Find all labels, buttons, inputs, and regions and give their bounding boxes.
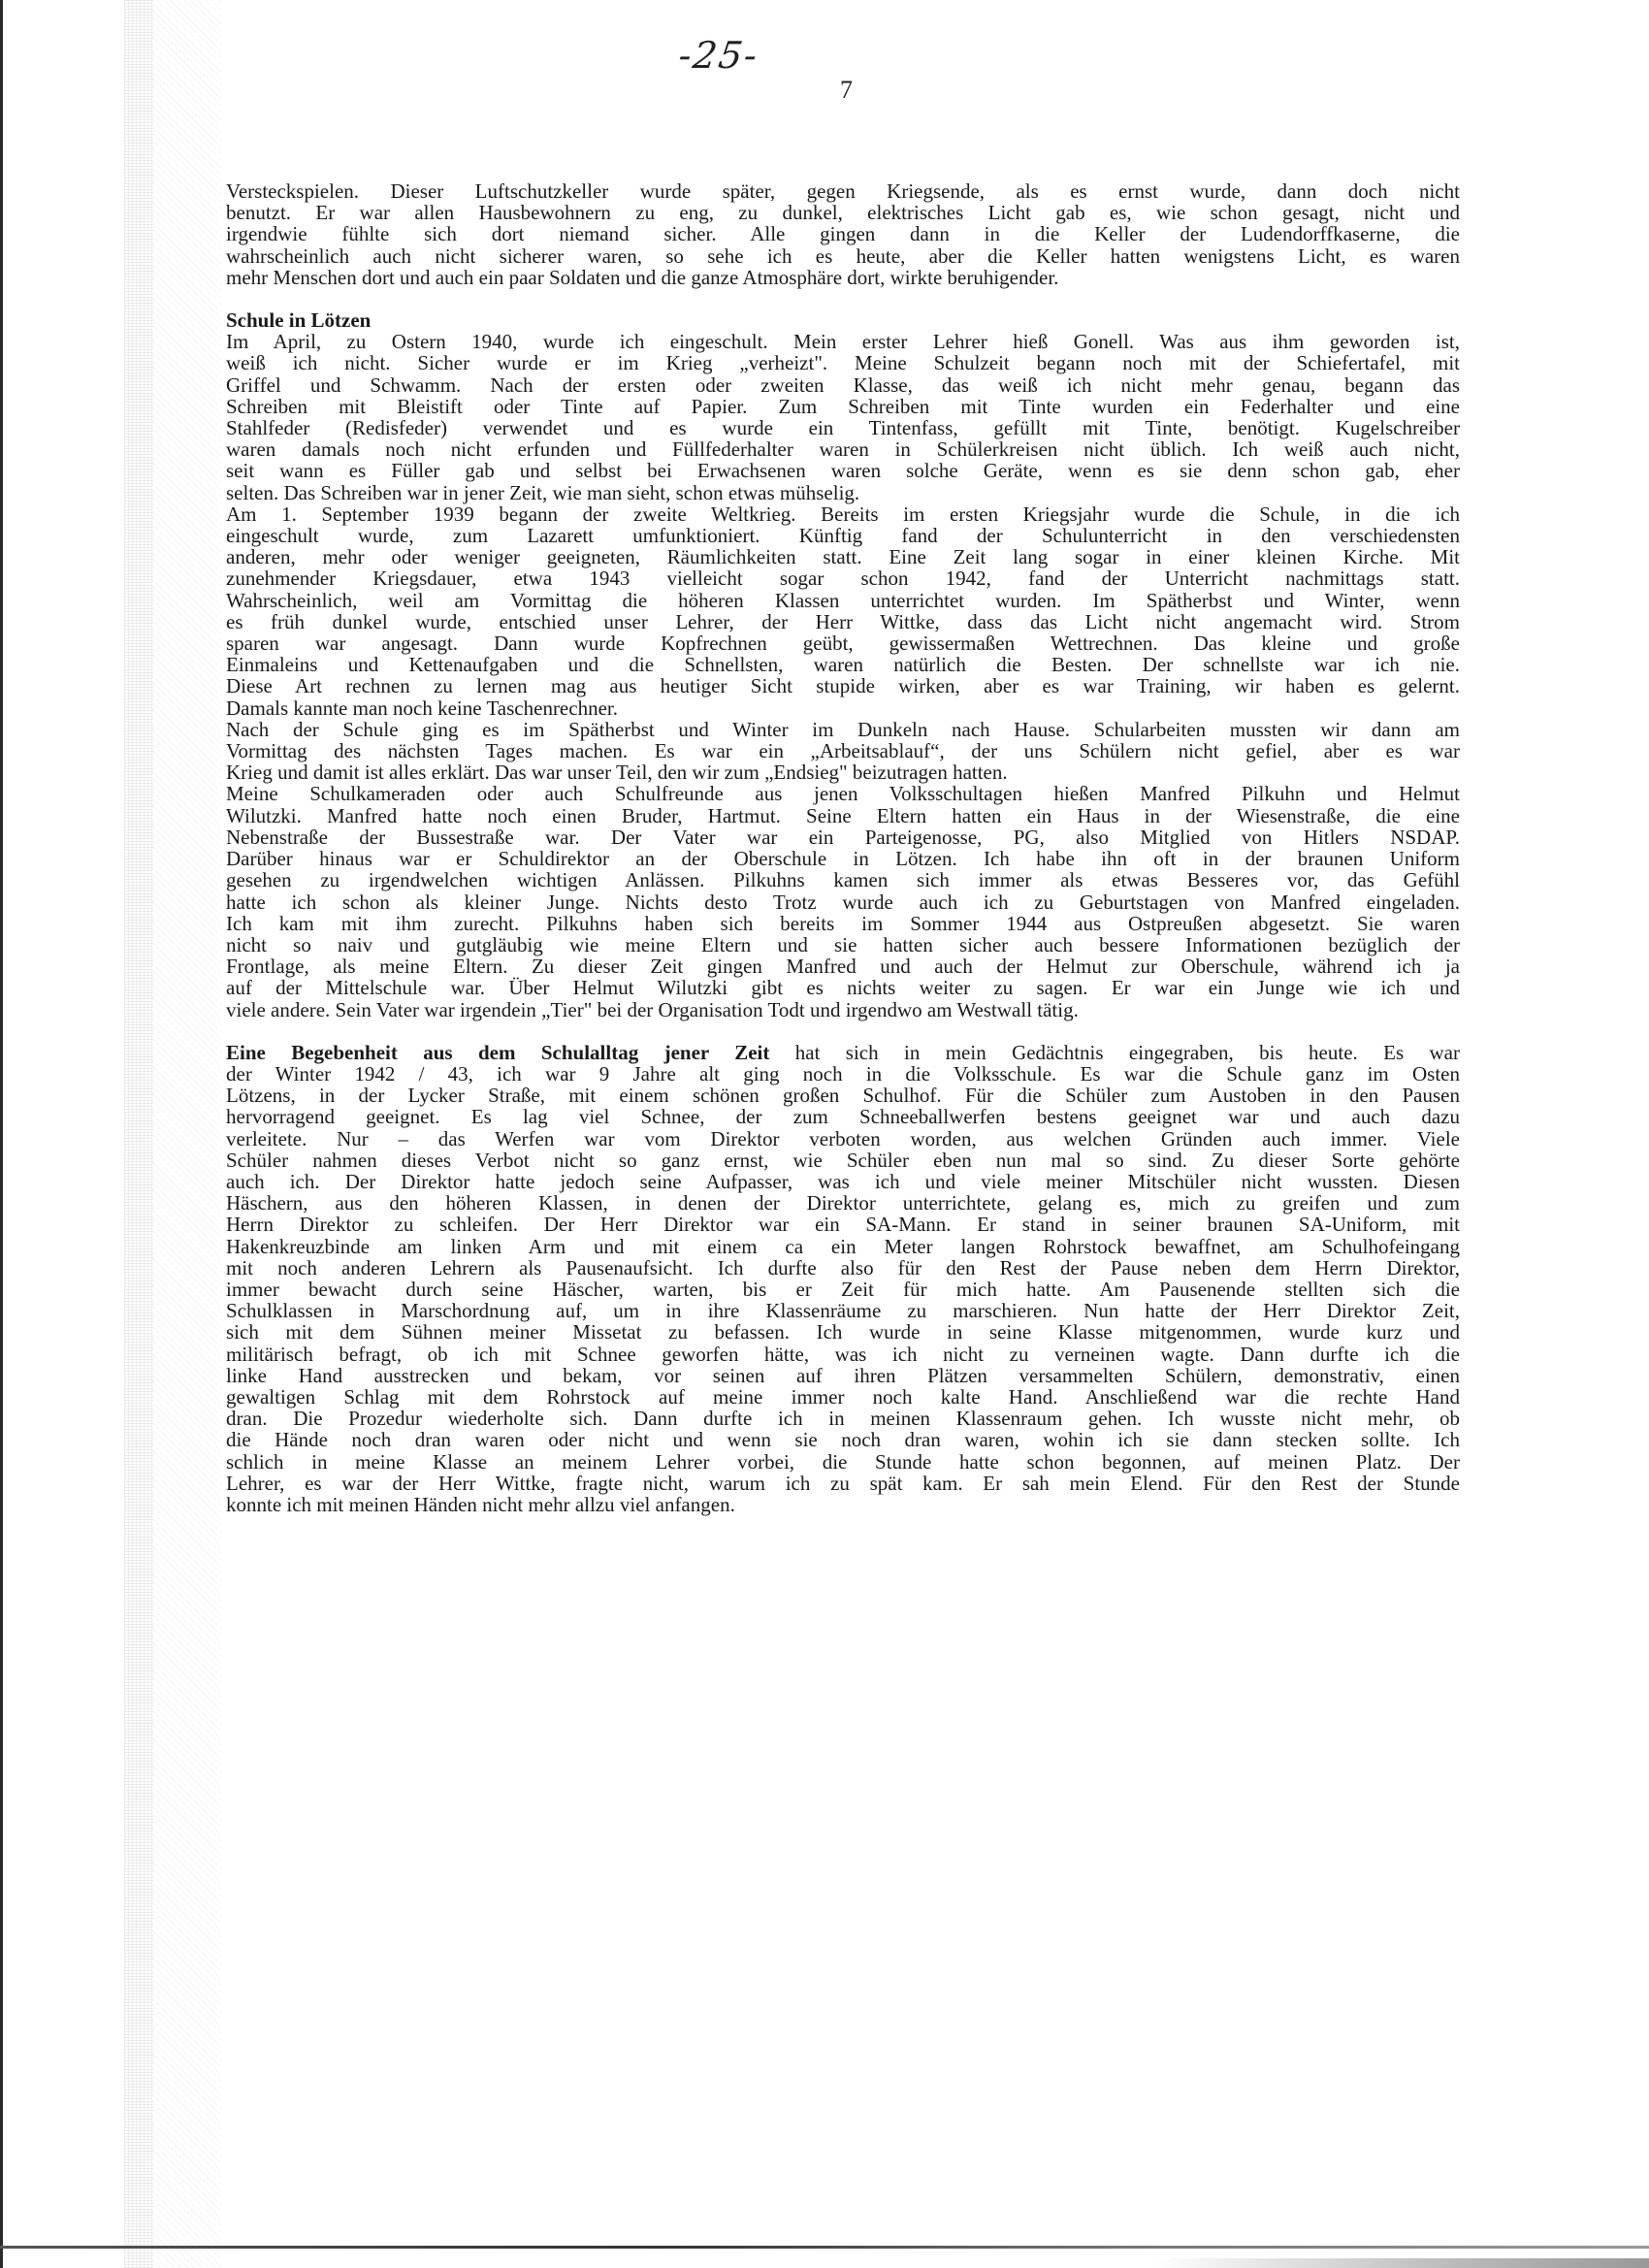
text-line: die Hände noch dran waren oder nicht und wenn sie noch dran waren, wohin ich sie dann stecken sollte. Ich (226, 1428, 1460, 1452)
intro-paragraph (226, 180, 1460, 288)
text-line: sparen war angesagt. Dann wurde Kopfrechnen geübt, gewissermaßen Wettrechnen. Das kleine und große (226, 632, 1460, 656)
text-line: Frontlage, als meine Eltern. Zu dieser Zeit gingen Manfred und auch der Helmut zur Oberschule, während ich ja (226, 955, 1460, 979)
paragraph-gap (226, 1021, 1460, 1042)
text-line: verleitete. Nur – das Werfen war vom Direktor verboten worden, aus welchen Gründen auch immer. Viele (226, 1126, 1460, 1150)
text-line: hatte ich schon als kleiner Junge. Nichts desto Trotz wurde auch ich zu Geburtstagen von Manfred eingeladen. (226, 890, 1460, 914)
text-line: Stahlfeder (Redisfeder) verwendet und es wurde ein Tintenfass, gefüllt mit Tinte, benötigt. Kugelschreiber (226, 416, 1460, 440)
text-line: konnte ich mit meinen Händen nicht mehr allzu viel anfangen. (226, 1492, 735, 1516)
text-line: linke Hand ausstrecken und bekam, vor seinen auf ihren Plätzen versammelten Schülern, demonstrativ, einen (226, 1363, 1460, 1387)
text-line: Darüber hinaus war er Schuldirektor an der Oberschule in Lötzen. Ich habe ihn oft in der braunen Uniform (226, 847, 1460, 871)
text-line: zunehmender Kriegsdauer, etwa 1943 vielleicht sogar schon 1942, fand der Unterricht nachmittags statt. (226, 567, 1460, 591)
paragraph-after-school (226, 719, 1460, 784)
text-line: Hakenkreuzbinde am linken Arm und mit einem ca ein Meter langen Rohrstock bewaffnet, am Schulhofeingang (226, 1234, 1460, 1258)
text-line: hervorragend geeignet. Es lag viel Schnee, der zum Schneeballwerfen bestens geeignet war und auch dazu (226, 1105, 1460, 1129)
handwritten-page-number: -25- (675, 34, 762, 77)
scan-bottom-shadow (1154, 2258, 1649, 2268)
text-line: militärisch befragt, ob ich mit Schnee geworfen hätte, was ich nicht zu verneinen wagte. Dann durfte ich die (226, 1342, 1460, 1366)
text-line: wahrscheinlich auch nicht sicherer waren, so sehe ich es heute, aber die Keller hatten wenigstens Licht, es waren (226, 243, 1460, 268)
text-line: Lehrer, es war der Herr Wittke, fragte nicht, warum ich zu spät kam. Er sah mein Elend. Für den Rest der Stunde (226, 1471, 1460, 1495)
text-line: seit wann es Füller gab und selbst bei Erwachsenen waren solche Geräte, wenn es sie denn schon gab, eher (226, 459, 1460, 483)
scan-speckle-band (124, 0, 153, 2268)
scan-bottom-edge (0, 2246, 1649, 2249)
text-line: auf der Mittelschule war. Über Helmut Wilutzki gibt es nichts weiter zu sagen. Er war ein Junge wie ich und (226, 976, 1460, 1000)
text-line: waren damals noch nicht erfunden und Füllfederhalter waren in Schülerkreisen nicht üblich. Ich weiß auch nicht, (226, 437, 1460, 462)
paragraph-incident (226, 1042, 1460, 1515)
text-line: Nach der Schule ging es im Spätherbst und Winter im Dunkeln nach Hause. Schularbeiten mussten wir dann am (226, 717, 1460, 741)
text-line: weiß ich nicht. Sicher wurde er im Krieg „verheizt". Meine Schulzeit begann noch mit der Schiefertafel, mit (226, 351, 1460, 375)
text-line: Damals kannte man noch keine Taschenrechner. (226, 696, 618, 720)
text-line: der Winter 1942 / 43, ich war 9 Jahre alt ging noch in die Volksschule. Es war die Schule ganz im Osten (226, 1061, 1460, 1085)
text-line: schlich in meine Klasse an meinem Lehrer vorbei, die Stunde hatte schon begonnen, auf meinen Platz. Der (226, 1449, 1460, 1474)
text-line: irgendwie fühlte sich dort niemand sicher. Alle gingen dann in die Keller der Ludendorffkaserne, die (226, 222, 1460, 246)
text-line: benutzt. Er war allen Hausbewohnern zu eng, zu dunkel, elektrisches Licht gab es, wie schon gesagt, nicht und (226, 201, 1460, 225)
text-line: Am 1. September 1939 begann der zweite Weltkrieg. Bereits im ersten Kriegsjahr wurde die Schule, in die ich (226, 502, 1460, 526)
text-line: Häschern, aus den höheren Klassen, in denen der Direktor unterrichtete, gelang es, mich zu greifen und zum (226, 1191, 1460, 1215)
text-line: anderen, mehr oder weniger geeigneten, Räumlichkeiten statt. Eine Zeit lang sogar in einer kleinen Kirche. Mit (226, 545, 1460, 569)
text-line: selten. Das Schreiben war in jener Zeit, wie man sieht, schon etwas mühselig. (226, 480, 860, 504)
text-line: gesehen zu irgendwelchen wichtigen Anlässen. Pilkuhns kamen sich immer als etwas Besseres vor, das Gefühl (226, 868, 1460, 892)
text-line: dran. Die Prozedur wiederholte sich. Dann durfte ich in meinen Klassenraum gehen. Ich wusste nicht mehr, ob (226, 1407, 1460, 1431)
text-line: Schüler nahmen dieses Verbot nicht so ganz ernst, wie Schüler eben nun mal so sind. Zu dieser Sorte gehörte (226, 1148, 1460, 1172)
text-line: nicht so naiv und gutgläubig wie meine Eltern und sie hatten sicher auch bessere Informationen bezüglich der (226, 932, 1460, 956)
paragraph-school-start (226, 331, 1460, 503)
text-line: Versteckspielen. Dieser Luftschutzkeller wurde später, gegen Kriegsende, als es ernst wurde, dann doch nicht (226, 179, 1460, 203)
text-line: viele andere. Sein Vater war irgendein „Tier" bei der Organisation Todt und irgendwo am Westwall tätig. (226, 997, 1079, 1021)
scan-left-edge (0, 0, 3, 2268)
text-line: es früh dunkel wurde, entschied unser Lehrer, der Herr Wittke, dass das Licht nicht angemacht wird. Strom (226, 609, 1460, 633)
text-line: Nebenstraße der Bussestraße war. Der Vater war ein Parteigenosse, PG, also Mitglied von Hitlers NSDAP. (226, 825, 1460, 849)
incident-first-line-rest: hat sich in mein Gedächtnis eingegraben, bis heute. Es war (769, 1040, 1460, 1064)
text-line: Meine Schulkameraden oder auch Schulfreunde aus jenen Volksschultagen hießen Manfred Pilkuhn und Helmut (226, 782, 1460, 806)
incident-lines (226, 1063, 1460, 1515)
text-line: Wahrscheinlich, weil am Vormittag die höheren Klassen unterrichtet wurden. Im Spätherbst und Winter, wenn (226, 588, 1460, 612)
text-line: auch ich. Der Direktor hatte jedoch seine Aufpasser, was ich und viele meiner Mitschüler nicht wussten. Diesen (226, 1169, 1460, 1193)
text-line: Diese Art rechnen zu lernen mag aus heutiger Sicht stupide wirken, aber es war Training, wir haben es gelernt. (226, 674, 1460, 698)
text-line: Schreiben mit Bleistift oder Tinte auf Papier. Zum Schreiben mit Tinte wurden ein Federhalter und eine (226, 394, 1460, 418)
text-line (226, 1042, 1460, 1063)
document-body (226, 180, 1460, 1515)
text-line: mehr Menschen dort und auch ein paar Soldaten und die ganze Atmosphäre dort, wirkte beruhigender. (226, 265, 1059, 289)
paragraph-school-friends (226, 783, 1460, 1020)
text-line: eingeschult wurde, zum Lazarett umfunktioniert. Künftig fand der Schulunterricht in den verschiedensten (226, 524, 1460, 548)
text-line: Einmaleins und Kettenaufgaben und die Schnellsten, waren natürlich die Besten. Der schnellste war ich nie. (226, 653, 1460, 677)
incident-bold-lead: Eine Begebenheit aus dem Schulalltag jener Zeit (226, 1040, 770, 1064)
section-heading: Schule in Lötzen (226, 308, 372, 333)
text-line: Lötzens, in der Lycker Straße, mit einem schönen großen Schulhof. Für die Schüler zum Austoben in den Pausen (226, 1084, 1460, 1108)
text-line: Im April, zu Ostern 1940, wurde ich eingeschult. Mein erster Lehrer hieß Gonell. Was aus ihm geworden ist, (226, 330, 1460, 354)
text-line: Herrn Direktor zu schleifen. Der Herr Direktor war ein SA-Mann. Er stand in seiner braunen SA-Uniform, mit (226, 1213, 1460, 1237)
text-line: Ich kam mit ihm zurecht. Pilkuhns haben sich bereits im Sommer 1944 aus Ostpreußen abgesetzt. Sie waren (226, 911, 1460, 935)
text-line: Griffel und Schwamm. Nach der ersten oder zweiten Klasse, das weiß ich nicht mehr genau, begann das (226, 373, 1460, 397)
paragraph-gap (226, 288, 1460, 309)
text-line: Vormittag des nächsten Tages machen. Es war ein „Arbeitsablauf“, der uns Schülern nicht gefiel, aber es war (226, 739, 1460, 763)
text-line: Schulklassen in Marschordnung auf, um in ihre Klassenräume zu marschieren. Nun hatte der Herr Direktor Zeit, (226, 1299, 1460, 1323)
page-number: 7 (840, 76, 853, 104)
text-line: mit noch anderen Lehrern als Pausenaufsicht. Ich durfte also für den Rest der Pause neben dem Herrn Direktor, (226, 1255, 1460, 1280)
scan-speckle-band-light (153, 0, 221, 2268)
paragraph-war-begins (226, 503, 1460, 719)
text-line: sich mit dem Sühnen meiner Missetat zu befassen. Ich wurde in seine Klasse mitgenommen, wurde kurz und (226, 1320, 1460, 1345)
text-line: gewaltigen Schlag mit dem Rohrstock auf meine immer noch kalte Hand. Anschließend war die rechte Hand (226, 1384, 1460, 1409)
text-line: Wilutzki. Manfred hatte noch einen Bruder, Hartmut. Seine Eltern hatten ein Haus in der Wiesenstraße, die eine (226, 803, 1460, 827)
text-line: immer bewacht durch seine Häscher, warten, bis er Zeit für mich hatte. Am Pausenende stellten sich die (226, 1277, 1460, 1301)
text-line: Krieg und damit ist alles erklärt. Das war unser Teil, den wir zum „Endsieg" beizutragen hatten. (226, 761, 1008, 785)
